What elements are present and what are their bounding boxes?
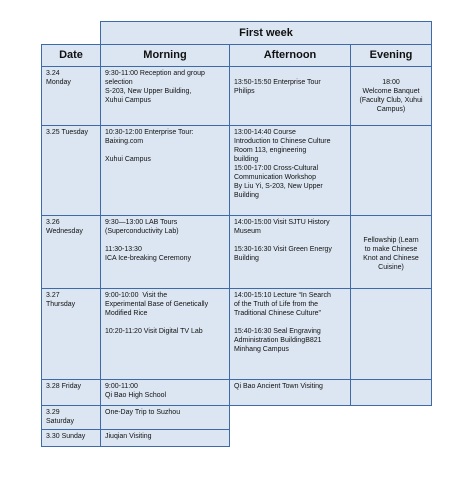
evening-cell xyxy=(351,126,432,216)
cell-text-line: Building xyxy=(234,255,259,262)
cell-text-line: S-203, New Upper Building, xyxy=(105,88,192,95)
table-row-wednesday xyxy=(42,216,432,289)
cell-text-line: Qi Bao High School xyxy=(105,392,167,399)
afternoon-cell xyxy=(230,216,351,289)
afternoon-cell xyxy=(230,289,351,380)
cell-text-line: Saturday xyxy=(46,418,75,425)
morning-cell xyxy=(101,406,230,430)
cell-text-line: Xuhui Campus xyxy=(105,156,151,163)
cell-text-line: 18:00 xyxy=(382,79,400,86)
cell-text-line: Xuhui Campus xyxy=(105,97,151,104)
cell-text-line: Monday xyxy=(46,79,71,86)
cell-text-line: 3.28 Friday xyxy=(46,383,82,390)
header-date: Date xyxy=(42,45,101,67)
cell-text-line: Museum xyxy=(234,228,261,235)
cell-text-line: to make Chinese xyxy=(364,246,418,253)
morning-cell xyxy=(101,430,230,447)
morning-cell xyxy=(101,289,230,380)
cell-text-line: Room 113, engineering xyxy=(234,147,307,154)
cell-text-line: 9:30—13:00 LAB Tours xyxy=(105,219,178,226)
cell-text-line: One-Day Trip to Suzhou xyxy=(105,409,181,416)
date-cell xyxy=(42,216,101,289)
evening-cell xyxy=(351,289,432,380)
cell-text-line: 10:20-11:20 Visit Digital TV Lab xyxy=(105,328,203,335)
afternoon-cell xyxy=(230,380,351,406)
empty-cell xyxy=(230,406,351,430)
table-row-thursday xyxy=(42,289,432,380)
cell-text-line: 3.26 xyxy=(46,219,60,226)
header-evening: Evening xyxy=(351,45,432,67)
morning-cell xyxy=(101,380,230,406)
blank-line xyxy=(234,69,346,78)
corner-cell xyxy=(42,22,101,45)
cell-text-line: Communication Workshop xyxy=(234,174,316,181)
morning-cell xyxy=(101,216,230,289)
cell-text-line: 15:30-16:30 Visit Green Energy xyxy=(234,246,332,253)
blank-line xyxy=(105,236,225,245)
cell-text-line: Building xyxy=(234,192,259,199)
cell-text-line: Campus) xyxy=(376,106,406,113)
cell-text-line: Philips xyxy=(234,88,255,95)
cell-text-line: 13:50-15:50 Enterprise Tour xyxy=(234,79,321,86)
cell-text-line: Knot and Chinese xyxy=(363,255,419,262)
cell-text-line: Fellowship (Learn xyxy=(363,237,419,244)
header-afternoon: Afternoon xyxy=(230,45,351,67)
cell-text-line: Introduction to Chinese Culture xyxy=(234,138,331,145)
morning-cell xyxy=(101,126,230,216)
empty-cell xyxy=(351,430,432,447)
date-cell xyxy=(42,430,101,447)
cell-text-line: 3.29 xyxy=(46,409,60,416)
date-cell xyxy=(42,406,101,430)
cell-text-line: 15:00-17:00 Cross-Cultural xyxy=(234,165,319,172)
header-morning: Morning xyxy=(101,45,230,67)
cell-text-line: 15:40-16:30 Seal Engraving xyxy=(234,328,321,335)
cell-text-line: 9:00-11:00 xyxy=(105,383,138,390)
week-title: First week xyxy=(101,22,432,45)
cell-text-line: Cuisine) xyxy=(378,264,404,271)
cell-text-line: (Faculty Club, Xuhui xyxy=(359,97,423,104)
cell-text-line: Wednesday xyxy=(46,228,83,235)
cell-text-line: 13:00-14:40 Course xyxy=(234,129,296,136)
blank-line xyxy=(355,69,427,78)
cell-text-line: 14:00-15:00 Visit SJTU History xyxy=(234,219,330,226)
empty-cell xyxy=(351,406,432,430)
cell-text-line: 3.25 Tuesday xyxy=(46,129,89,136)
cell-text-line: 9:00-10:00 Visit the xyxy=(105,292,168,299)
blank-line xyxy=(105,146,225,155)
empty-cell xyxy=(230,430,351,447)
schedule-table xyxy=(41,21,432,447)
cell-text-line: Modified Rice xyxy=(105,310,148,317)
cell-text-line: Thursday xyxy=(46,301,76,308)
cell-text-line: (Superconductivity Lab) xyxy=(105,228,179,235)
date-cell xyxy=(42,289,101,380)
cell-text-line: 14:00-15:10 Lecture “In Search xyxy=(234,292,331,299)
cell-text-line: Welcome Banquet xyxy=(362,88,420,95)
blank-line xyxy=(234,236,346,245)
cell-text-line: Qi Bao Ancient Town Visiting xyxy=(234,383,323,390)
blank-line xyxy=(234,318,346,327)
cell-text-line: Baixing.com xyxy=(105,138,144,145)
table-row-tuesday xyxy=(42,126,432,216)
cell-text-line: Experimental Base of Genetically xyxy=(105,301,209,308)
table-row-saturday xyxy=(42,406,432,430)
date-cell xyxy=(42,67,101,126)
morning-cell xyxy=(101,67,230,126)
table-row-friday xyxy=(42,380,432,406)
title-row xyxy=(42,22,432,45)
cell-text-line: Administration BuildingB821 xyxy=(234,337,322,344)
cell-text-line: selection xyxy=(105,79,133,86)
afternoon-cell xyxy=(230,126,351,216)
date-cell xyxy=(42,126,101,216)
evening-cell xyxy=(351,380,432,406)
cell-text-line: building xyxy=(234,156,259,163)
table-row-monday xyxy=(42,67,432,126)
blank-line xyxy=(355,218,427,227)
cell-text-line: of the Truth of Life from the xyxy=(234,301,319,308)
cell-text-line: 3.30 Sunday xyxy=(46,433,86,440)
header-row xyxy=(42,45,432,67)
cell-text-line: ICA Ice-breaking Ceremony xyxy=(105,255,191,262)
table-row-sunday xyxy=(42,430,432,447)
blank-line xyxy=(105,318,225,327)
cell-text-line: 3.27 xyxy=(46,292,60,299)
cell-text-line: 3.24 xyxy=(46,70,60,77)
cell-text-line: 10:30-12:00 Enterprise Tour: xyxy=(105,129,194,136)
cell-text-line: By Liu Yi, S-203, New Upper xyxy=(234,183,323,190)
cell-text-line: Traditional Chinese Culture” xyxy=(234,310,321,317)
evening-cell xyxy=(351,216,432,289)
cell-text-line: 9:30-11:00 Reception and group xyxy=(105,70,205,77)
cell-text-line: Jiuqian Visiting xyxy=(105,433,152,440)
evening-cell xyxy=(351,67,432,126)
blank-line xyxy=(355,227,427,236)
afternoon-cell xyxy=(230,67,351,126)
cell-text-line: 11:30-13:30 xyxy=(105,246,142,253)
cell-text-line: Minhang Campus xyxy=(234,346,289,353)
date-cell xyxy=(42,380,101,406)
